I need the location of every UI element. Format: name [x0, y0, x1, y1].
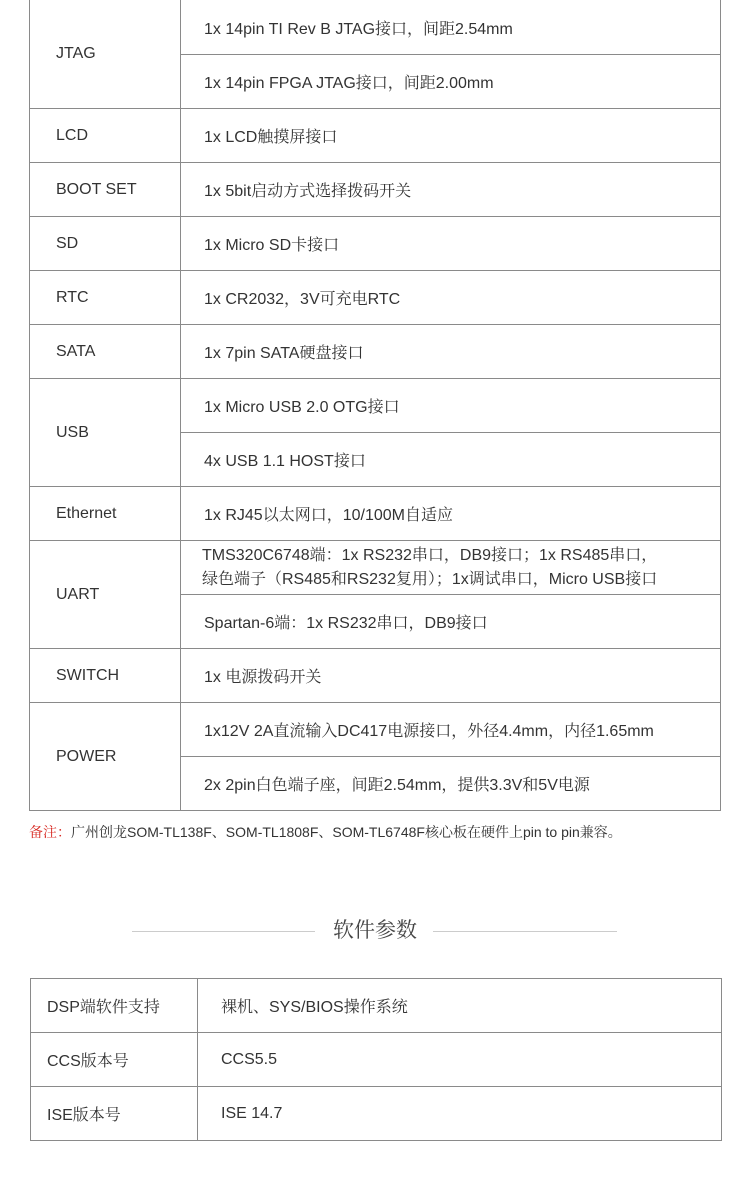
- spec-label: CCS版本号: [31, 1033, 198, 1087]
- table-row: [30, 325, 721, 379]
- spec-value: [181, 541, 721, 595]
- spec-label-sata: SATA: [30, 325, 181, 379]
- divider: [433, 931, 617, 932]
- spec-label-power: POWER: [30, 703, 181, 811]
- spec-value: 裸机、SYS/BIOS操作系统: [198, 979, 722, 1033]
- compatibility-note: [29, 822, 622, 842]
- spec-value: CCS5.5: [198, 1033, 722, 1087]
- hardware-spec-table: [29, 0, 721, 811]
- spec-value-line: 绿色端子（RS485和RS232复用）；1x调试串口，Micro USB接口: [202, 570, 658, 588]
- spec-label-ethernet: Ethernet: [30, 487, 181, 541]
- table-row: [30, 217, 721, 271]
- software-spec-table: [30, 978, 722, 1141]
- spec-label-uart: UART: [30, 541, 181, 649]
- spec-label-rtc: RTC: [30, 271, 181, 325]
- table-row: [31, 1033, 722, 1087]
- spec-value: Spartan-6端：1x RS232串口，DB9接口: [181, 595, 721, 649]
- spec-value: 4x USB 1.1 HOST接口: [181, 433, 721, 487]
- spec-value-line: TMS320C6748端：1x RS232串口，DB9接口；1x RS485串口，: [202, 546, 658, 564]
- spec-value: 1x RJ45以太网口，10/100M自适应: [181, 487, 721, 541]
- table-row: [30, 109, 721, 163]
- spec-label-jtag: JTAG: [30, 0, 181, 109]
- spec-label-usb: USB: [30, 379, 181, 487]
- table-row: [30, 379, 721, 433]
- spec-label-lcd: LCD: [30, 109, 181, 163]
- table-row: [30, 163, 721, 217]
- spec-label-sd: SD: [30, 217, 181, 271]
- spec-label-boot-set: BOOT SET: [30, 163, 181, 217]
- spec-value: 1x 14pin TI Rev B JTAG接口，间距2.54mm: [181, 0, 721, 55]
- table-row: [31, 1087, 722, 1141]
- table-row: [30, 0, 721, 55]
- spec-value: ISE 14.7: [198, 1087, 722, 1141]
- spec-value: 2x 2pin白色端子座，间距2.54mm，提供3.3V和5V电源: [181, 757, 721, 811]
- table-row: [30, 703, 721, 757]
- table-row: [30, 271, 721, 325]
- note-text: 广州创龙SOM-TL138F、SOM-TL1808F、SOM-TL6748F核心板在硬件上pin to pin兼容。: [71, 824, 622, 840]
- table-row: [30, 541, 721, 595]
- spec-value: 1x 14pin FPGA JTAG接口，间距2.00mm: [181, 55, 721, 109]
- spec-label-switch: SWITCH: [30, 649, 181, 703]
- table-row: [30, 649, 721, 703]
- spec-value: 1x12V 2A直流输入DC417电源接口，外径4.4mm，内径1.65mm: [181, 703, 721, 757]
- spec-value: 1x 电源拨码开关: [181, 649, 721, 703]
- spec-value: 1x Micro USB 2.0 OTG接口: [181, 379, 721, 433]
- spec-value: 1x 5bit启动方式选择拨码开关: [181, 163, 721, 217]
- divider: [132, 931, 315, 932]
- note-label: 备注：: [29, 824, 71, 840]
- table-row: [30, 487, 721, 541]
- spec-value: 1x LCD触摸屏接口: [181, 109, 721, 163]
- spec-label: DSP端软件支持: [31, 979, 198, 1033]
- section-title: 软件参数: [333, 919, 417, 942]
- spec-value: 1x 7pin SATA硬盘接口: [181, 325, 721, 379]
- section-heading: [0, 914, 750, 944]
- spec-value: 1x CR2032，3V可充电RTC: [181, 271, 721, 325]
- spec-value: 1x Micro SD卡接口: [181, 217, 721, 271]
- table-row: [31, 979, 722, 1033]
- spec-label: ISE版本号: [31, 1087, 198, 1141]
